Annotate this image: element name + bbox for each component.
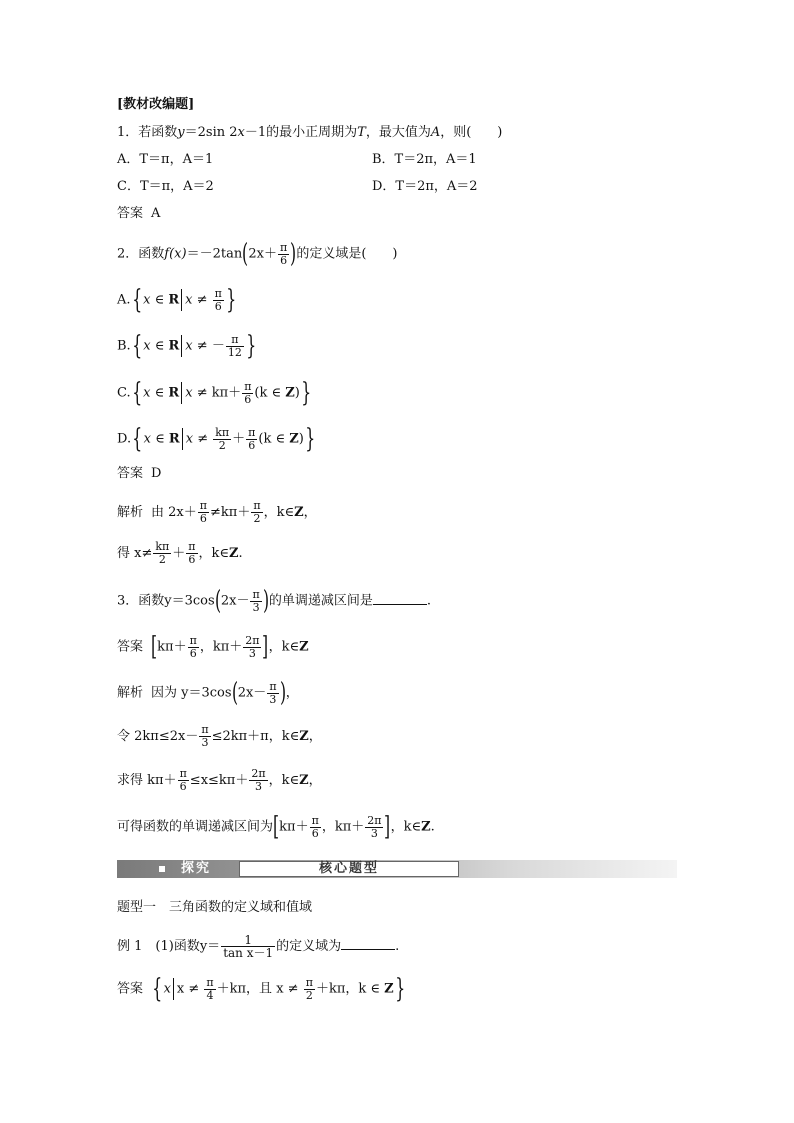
q3-explanation-4: 可得函数的单调递减区间为[kπ＋ $\frac{\pi}{6}$ ，kπ＋ $\frac{2\pi}{3}$ ]，k∈Z. (117, 812, 435, 842)
q3-explanation-1: 解析 因为 y＝3cos(2x－ $\frac{\pi}{3}$ )， (117, 678, 299, 708)
q1-option-c: C．T＝π，A＝2 (117, 179, 214, 194)
q1-eq: ＝2sin 2 (184, 125, 238, 140)
banner-left-label: 探究 (181, 861, 212, 876)
q1-mid: ，最大值为 (365, 125, 431, 140)
q2-fx: f(x) (164, 246, 187, 262)
answer-label: 答案 (117, 206, 144, 221)
example-1-answer: 答案 {x x ≠ $\frac{\pi}{4}$ ＋kπ，且 x ≠ $\frac{\pi}{2}$ ＋kπ，k ∈ Z} (117, 974, 405, 1004)
section-banner (117, 860, 677, 878)
answer-value: A (151, 206, 161, 221)
q1-var-y: y (177, 125, 185, 140)
q1-var-x: x (237, 125, 245, 140)
q1-option-b: B．T＝2π，A＝1 (372, 152, 477, 167)
q2-end: 的定义域是( ) (296, 246, 398, 262)
q1-option-a: A．T＝π，A＝1 (117, 152, 214, 167)
q2-tan: ＝－2tan (186, 246, 243, 262)
q1-var-A: A (430, 125, 441, 140)
q1-text: 1．若函数 (117, 125, 178, 140)
q2-text: 2．函数 (117, 246, 165, 262)
answer-blank[interactable] (341, 937, 395, 950)
banner-right-label: 核心题型 (318, 861, 379, 876)
example-1-stem: 例 1 (1)函数y＝ $\frac{1}{\text{tan x－1}}$ 的定义域为 . (117, 933, 400, 960)
q2-explanation-2: 得 x≠ $\frac{k\pi}{2}$ ＋ $\frac{\pi}{6}$ ，k∈Z. (117, 540, 243, 566)
q2-explanation-1: 解析 由 2x＋ $\frac{\pi}{6}$ ≠kπ＋ $\frac{\pi}{2}$ ，k∈Z， (117, 499, 317, 525)
q2-option-d: D.{x ∈ R x ≠ $\frac{k\pi}{2}$ ＋ $\frac{\pi}{6}$ (k ∈ Z)} (117, 424, 316, 454)
section-tag: [教材改编题] (117, 97, 195, 112)
square-bullet-icon (159, 866, 165, 872)
fraction: $\frac{\pi}{6}$ (279, 240, 288, 267)
q3-explanation-3: 求得 kπ＋ $\frac{\pi}{6}$ ≤x≤kπ＋ $\frac{2\pi}{3}$ ，k∈Z， (117, 767, 322, 793)
q1-answer (117, 205, 160, 223)
q2-option-a: A.{x ∈ R x ≠ $\frac{\pi}{6}$ } (117, 285, 237, 315)
question-1-stem (117, 124, 502, 142)
q2-option-b: B.{x ∈ R x ≠ － $\frac{\pi}{12}$ } (117, 331, 257, 361)
question-2-stem: 2．函数f(x)＝－2tan(2x＋ $\frac{\pi}{6}$ )的定义域是( ) (117, 239, 398, 269)
question-3-stem: 3．函数y＝3cos(2x－ $\frac{\pi}{3}$ )的单调递减区间是 . (117, 586, 431, 616)
q2-option-c: C.{x ∈ R x ≠ kπ＋ $\frac{\pi}{6}$ (k ∈ Z)} (117, 378, 312, 408)
q2-answer: 答案 D (117, 466, 162, 481)
q2-inner: 2x＋ (248, 246, 277, 262)
q1-option-d: D．T＝2π，A＝2 (372, 179, 478, 194)
q3-explanation-2: 令 2kπ≤2x－ $\frac{\pi}{3}$ ≤2kπ＋π，k∈Z， (117, 723, 322, 749)
q3-answer: 答案 [kπ＋ $\frac{\pi}{6}$ ，kπ＋ $\frac{2\pi}{3}$ ]，k∈Z (117, 632, 309, 662)
topic-heading: 题型一 三角函数的定义域和值域 (117, 900, 313, 915)
q1-var-T: T (357, 125, 366, 140)
answer-blank[interactable] (373, 592, 427, 605)
q1-end: ，则( ) (440, 125, 503, 140)
q1-eq-b: －1的最小正周期为 (244, 125, 358, 140)
